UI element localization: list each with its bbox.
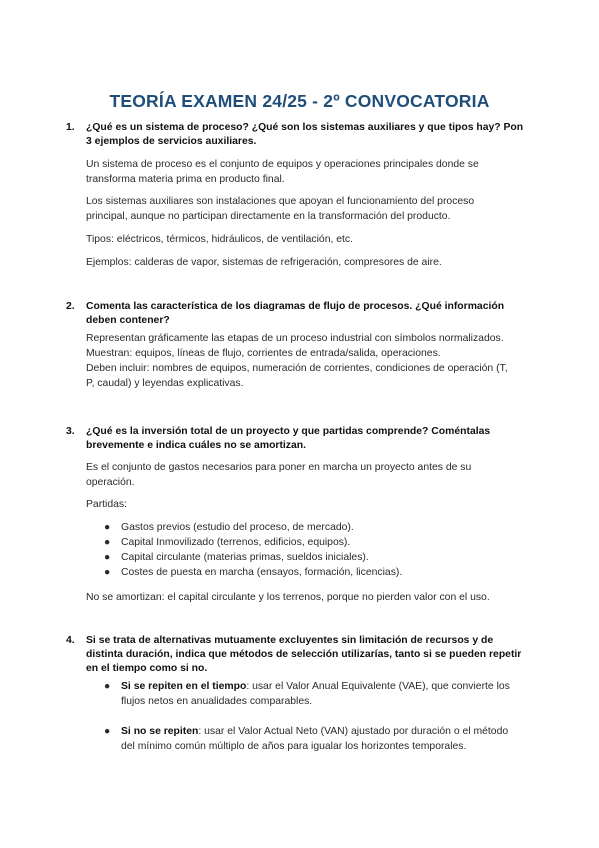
bullet-icon: ●: [104, 681, 111, 692]
list-item-text: Capital circulante (materias primas, sueldos iniciales).: [121, 552, 369, 563]
question-4-text: Si se trata de alternativas mutuamente excluyentes sin limitación de recursos y de distinta duración, indica que métodos de selección utilizarías, tanto si se pueden repetir en el tiempo como si no.: [86, 635, 522, 674]
bullet-icon: ●: [104, 552, 111, 563]
bullet-icon: ●: [104, 567, 111, 578]
list-item-text: Gastos previos (estudio del proceso, de mercado).: [121, 522, 354, 533]
list-item-bold: Si se repiten en el tiempo: [121, 681, 247, 692]
document-title: TEORÍA EXAMEN 24/25 - 2º CONVOCATORIA: [109, 91, 490, 111]
list-item-rest: : usar el Valor Anual Equivalente (VAE), que convierte los flujos netos en anualidades comparables.: [121, 681, 510, 707]
q1-answer-paragraph-1: Un sistema de proceso es el conjunto de equipos y operaciones principales donde se transforma materia prima en producto final.: [86, 159, 479, 185]
bullet-icon: ●: [104, 522, 111, 533]
bullet-icon: ●: [104, 537, 111, 548]
q3-partidas-label: Partidas:: [86, 499, 128, 510]
q1-answer-paragraph-4: Ejemplos: calderas de vapor, sistemas de refrigeración, compresores de aire.: [86, 257, 442, 268]
question-1-text: ¿Qué es un sistema de proceso? ¿Qué son los sistemas auxiliares y que tipos hay? Pon 3 ejemplos de servicios auxiliares.: [86, 122, 524, 147]
question-2-number: 2.: [66, 301, 75, 312]
question-2-text: Comenta las característica de los diagramas de flujo de procesos. ¿Qué información deben contener?: [86, 301, 505, 326]
question-1-number: 1.: [66, 122, 75, 133]
q1-answer-paragraph-2: Los sistemas auxiliares son instalaciones que apoyan el funcionamiento del proceso principal, aunque no participan directamente en la transformación del producto.: [86, 196, 475, 222]
list-item-rest: : usar el Valor Actual Neto (VAN) ajustado por duración o el método del mínimo común múltiplo de años para igualar los horizontes temporales.: [121, 726, 509, 752]
q2-answer-paragraph-2: Muestran: equipos, líneas de flujo, corrientes de entrada/salida, operaciones.: [86, 348, 441, 359]
q3-answer-paragraph-1: Es el conjunto de gastos necesarios para poner en marcha un proyecto antes de su operación.: [86, 462, 472, 488]
q2-answer-paragraph-3: Deben incluir: nombres de equipos, numeración de corrientes, condiciones de operación (T, P, caudal) y leyendas explicativas.: [86, 363, 508, 389]
list-item-text: [121, 680, 516, 709]
question-3-number: 3.: [66, 426, 75, 437]
question-3-text: ¿Qué es la inversión total de un proyecto y que partidas comprende? Coméntalas brevemente e indica cuáles no se amortizan.: [86, 426, 491, 451]
list-item-bold: Si no se repiten: [121, 726, 199, 737]
list-item-text: Capital Inmovilizado (terrenos, edificios, equipos).: [121, 537, 351, 548]
question-4-number: 4.: [66, 635, 75, 646]
q2-answer-paragraph-1: Representan gráficamente las etapas de un proceso industrial con símbolos normalizados.: [86, 333, 504, 344]
list-item-text: [121, 725, 516, 754]
list-item-text: Costes de puesta en marcha (ensayos, formación, licencias).: [121, 567, 403, 578]
bullet-icon: ●: [104, 726, 111, 737]
q3-answer-paragraph-2: No se amortizan: el capital circulante y los terrenos, porque no pierden valor con el uso.: [86, 592, 490, 603]
q1-answer-paragraph-3: Tipos: eléctricos, térmicos, hidráulicos, de ventilación, etc.: [86, 234, 353, 245]
